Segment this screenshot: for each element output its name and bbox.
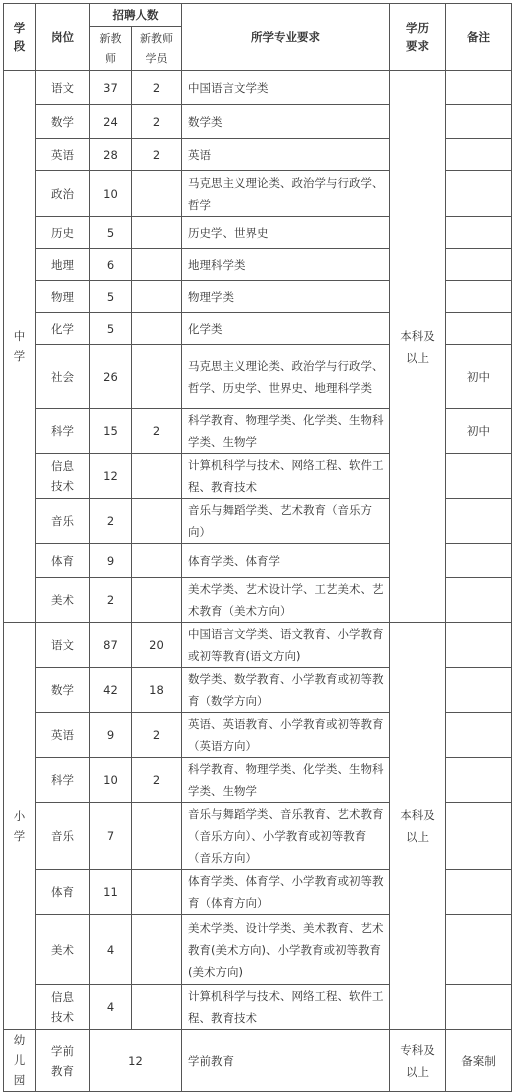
header-post: 岗位 <box>36 4 90 71</box>
table-header <box>4 4 512 71</box>
note-cell <box>446 985 512 1030</box>
new-teacher-count: 42 <box>90 668 132 713</box>
note-cell <box>446 713 512 758</box>
note-cell <box>446 623 512 668</box>
stage-label: 中学 <box>13 329 26 363</box>
post-cell <box>36 578 90 623</box>
major-requirement: 计算机科学与技术、网络工程、软件工程、教育技术 <box>182 454 390 499</box>
post-label: 体育 <box>51 885 74 899</box>
post-label: 数学 <box>51 114 74 129</box>
post-label: 学前教育 <box>51 1043 74 1078</box>
note-cell <box>446 171 512 217</box>
new-teacher-student-count: 2 <box>132 105 182 139</box>
post-cell <box>36 345 90 409</box>
new-teacher-student-count <box>132 870 182 915</box>
stage-cell <box>4 71 36 623</box>
major-requirement: 学前教育 <box>182 1030 390 1092</box>
new-teacher-count: 26 <box>90 345 132 409</box>
new-teacher-student-count: 2 <box>132 71 182 105</box>
post-cell <box>36 915 90 985</box>
post-label: 信息技术 <box>51 459 74 493</box>
new-teacher-count: 12 <box>90 454 132 499</box>
recruitment-table <box>3 3 512 1092</box>
new-teacher-count: 2 <box>90 578 132 623</box>
post-cell <box>36 217 90 249</box>
new-teacher-count: 2 <box>90 499 132 544</box>
note-cell <box>446 870 512 915</box>
new-teacher-count: 5 <box>90 281 132 313</box>
note-cell <box>446 249 512 281</box>
post-cell <box>36 409 90 454</box>
major-requirement: 英语 <box>182 139 390 171</box>
new-teacher-count: 28 <box>90 139 132 171</box>
post-cell <box>36 499 90 544</box>
new-teacher-count: 4 <box>90 915 132 985</box>
post-cell <box>36 758 90 803</box>
post-label: 美术 <box>51 942 74 957</box>
new-teacher-count: 6 <box>90 249 132 281</box>
note-cell: 备案制 <box>446 1030 512 1092</box>
major-requirement: 物理学类 <box>182 281 390 313</box>
new-teacher-count: 7 <box>90 803 132 870</box>
new-teacher-student-count: 2 <box>132 713 182 758</box>
new-teacher-student-count <box>132 313 182 345</box>
post-cell <box>36 139 90 171</box>
major-requirement: 化学类 <box>182 313 390 345</box>
post-label: 化学 <box>51 321 74 336</box>
post-cell <box>36 249 90 281</box>
new-teacher-count: 9 <box>90 713 132 758</box>
post-label: 科学 <box>51 424 74 438</box>
table-body <box>4 71 512 1092</box>
table-row <box>4 1030 512 1092</box>
note-cell <box>446 915 512 985</box>
note-cell <box>446 281 512 313</box>
note-cell <box>446 139 512 171</box>
post-label: 英语 <box>51 728 74 742</box>
post-label: 物理 <box>51 289 74 304</box>
header-recruit-count: 招聘人数 <box>90 4 182 27</box>
major-requirement: 体育学类、体育学、小学教育或初等教育（体育方向） <box>182 870 390 915</box>
new-teacher-student-count <box>132 345 182 409</box>
stage-label: 小学 <box>13 808 26 843</box>
post-cell <box>36 870 90 915</box>
note-cell: 初中 <box>446 409 512 454</box>
new-teacher-count: 10 <box>90 758 132 803</box>
new-teacher-count: 5 <box>90 217 132 249</box>
header-new-teacher-student: 新教师学员 <box>132 27 182 71</box>
post-label: 数学 <box>51 683 74 697</box>
major-requirement: 马克思主义理论类、政治学与行政学、哲学、历史学、世界史、地理科学类 <box>182 345 390 409</box>
education-label: 本科及以上 <box>400 808 435 844</box>
major-requirement: 中国语言文学类 <box>182 71 390 105</box>
new-teacher-student-count <box>132 217 182 249</box>
post-cell <box>36 1030 90 1092</box>
education-cell <box>390 1030 446 1092</box>
new-teacher-student-count <box>132 803 182 870</box>
table-row <box>4 623 512 668</box>
note-cell <box>446 499 512 544</box>
post-label: 英语 <box>51 147 74 162</box>
post-label: 语文 <box>51 80 74 95</box>
new-teacher-count: 87 <box>90 623 132 668</box>
stage-cell <box>4 1030 36 1092</box>
new-teacher-count: 12 <box>90 1030 182 1092</box>
post-label: 科学 <box>51 773 74 787</box>
major-requirement: 数学类、数学教育、小学教育或初等教育（数学方向） <box>182 668 390 713</box>
new-teacher-student-count <box>132 499 182 544</box>
post-label: 音乐 <box>51 514 74 528</box>
post-label: 政治 <box>51 186 74 201</box>
major-requirement: 体育学类、体育学 <box>182 544 390 578</box>
major-requirement: 音乐与舞蹈学类、艺术教育（音乐方向） <box>182 499 390 544</box>
post-label: 音乐 <box>51 829 74 843</box>
post-label: 社会 <box>51 369 74 384</box>
major-requirement: 计算机科学与技术、网络工程、软件工程、教育技术 <box>182 985 390 1030</box>
major-requirement: 美术学类、设计学类、美术教育、艺术教育(美术方向)、小学教育或初等教育(美术方向) <box>182 915 390 985</box>
major-requirement: 美术学类、艺术设计学、工艺美术、艺术教育（美术方向） <box>182 578 390 623</box>
note-cell <box>446 803 512 870</box>
note-cell <box>446 217 512 249</box>
new-teacher-count: 10 <box>90 171 132 217</box>
major-requirement: 科学教育、物理学类、化学类、生物科学类、生物学 <box>182 409 390 454</box>
new-teacher-student-count: 20 <box>132 623 182 668</box>
education-label: 专科及以上 <box>400 1042 435 1079</box>
new-teacher-student-count <box>132 578 182 623</box>
post-label: 美术 <box>51 593 74 607</box>
major-requirement: 音乐与舞蹈学类、音乐教育、艺术教育（音乐方向）、小学教育或初等教育（音乐方向） <box>182 803 390 870</box>
education-label: 本科及以上 <box>400 328 435 365</box>
new-teacher-student-count <box>132 249 182 281</box>
new-teacher-student-count <box>132 544 182 578</box>
new-teacher-count: 5 <box>90 313 132 345</box>
header-major: 所学专业要求 <box>182 4 390 71</box>
note-cell <box>446 71 512 105</box>
education-cell <box>390 623 446 1030</box>
post-cell <box>36 803 90 870</box>
post-cell <box>36 985 90 1030</box>
post-label: 体育 <box>51 553 74 568</box>
new-teacher-count: 11 <box>90 870 132 915</box>
header-new-teacher: 新教师 <box>90 27 132 71</box>
stage-label: 幼儿园 <box>13 1033 26 1087</box>
new-teacher-student-count: 18 <box>132 668 182 713</box>
new-teacher-student-count <box>132 281 182 313</box>
post-label: 语文 <box>51 638 74 652</box>
post-cell <box>36 668 90 713</box>
note-cell <box>446 544 512 578</box>
post-label: 地理 <box>51 257 74 272</box>
header-stage: 学段 <box>4 4 36 71</box>
post-cell <box>36 105 90 139</box>
note-cell <box>446 105 512 139</box>
post-label: 信息技术 <box>51 990 74 1024</box>
new-teacher-student-count <box>132 915 182 985</box>
post-cell <box>36 713 90 758</box>
note-cell: 初中 <box>446 345 512 409</box>
post-cell <box>36 313 90 345</box>
new-teacher-student-count: 2 <box>132 758 182 803</box>
new-teacher-count: 24 <box>90 105 132 139</box>
major-requirement: 科学教育、物理学类、化学类、生物科学类、生物学 <box>182 758 390 803</box>
major-requirement: 历史学、世界史 <box>182 217 390 249</box>
post-cell <box>36 623 90 668</box>
post-cell <box>36 544 90 578</box>
note-cell <box>446 313 512 345</box>
major-requirement: 中国语言文学类、语文教育、小学教育或初等教育(语文方向) <box>182 623 390 668</box>
post-cell <box>36 281 90 313</box>
new-teacher-count: 37 <box>90 71 132 105</box>
new-teacher-student-count <box>132 171 182 217</box>
new-teacher-count: 15 <box>90 409 132 454</box>
post-label: 历史 <box>51 225 74 240</box>
new-teacher-student-count: 2 <box>132 409 182 454</box>
note-cell <box>446 578 512 623</box>
new-teacher-student-count <box>132 985 182 1030</box>
new-teacher-student-count <box>132 454 182 499</box>
table-row <box>4 71 512 105</box>
post-cell <box>36 454 90 499</box>
major-requirement: 地理科学类 <box>182 249 390 281</box>
new-teacher-count: 4 <box>90 985 132 1030</box>
education-cell <box>390 71 446 623</box>
note-cell <box>446 758 512 803</box>
post-cell <box>36 71 90 105</box>
header-notes: 备注 <box>446 4 512 71</box>
note-cell <box>446 454 512 499</box>
major-requirement: 英语、英语教育、小学教育或初等教育（英语方向） <box>182 713 390 758</box>
header-education: 学历要求 <box>390 4 446 71</box>
major-requirement: 马克思主义理论类、政治学与行政学、哲学 <box>182 171 390 217</box>
major-requirement: 数学类 <box>182 105 390 139</box>
new-teacher-student-count: 2 <box>132 139 182 171</box>
stage-cell <box>4 623 36 1030</box>
new-teacher-count: 9 <box>90 544 132 578</box>
note-cell <box>446 668 512 713</box>
post-cell <box>36 171 90 217</box>
